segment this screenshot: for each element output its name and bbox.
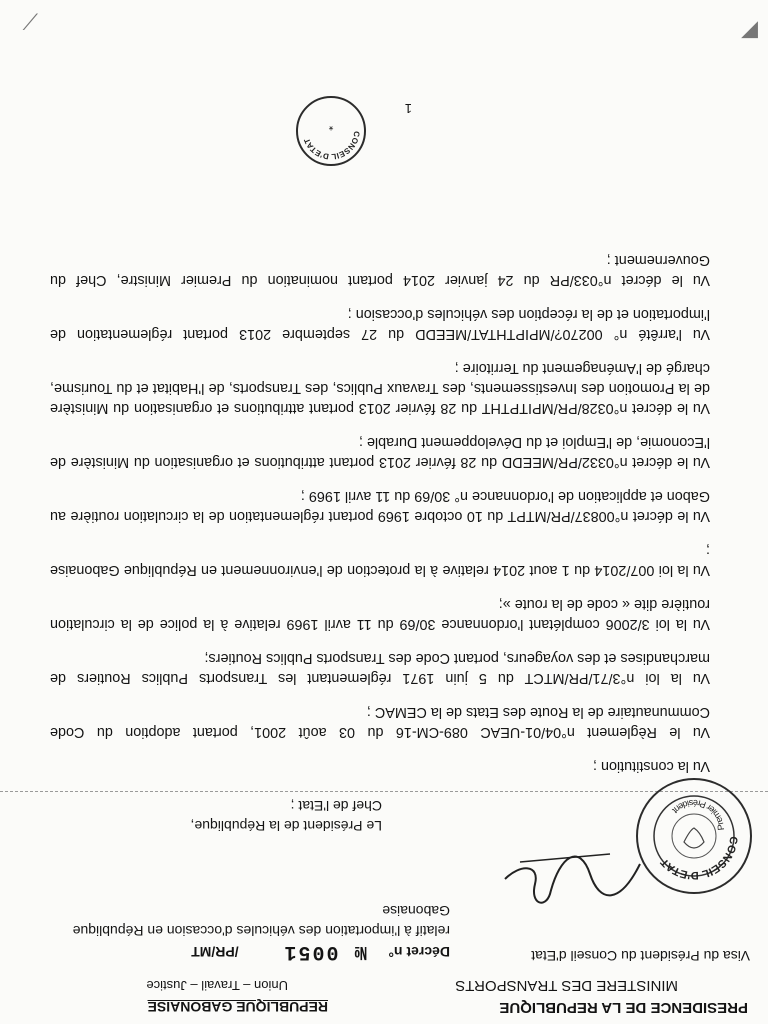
conseil-etat-small-stamp — [296, 96, 366, 166]
page-number: 1 — [404, 101, 412, 116]
header-left — [418, 974, 748, 1018]
ministere-title: MINISTERE DES TRANSPORTS — [455, 977, 678, 994]
conseil-etat-stamp — [636, 778, 752, 894]
president-block — [82, 796, 382, 836]
decret-number: № 0051 — [282, 940, 367, 963]
visa-paragraph: Vu l'arrêté n° 00270?/MPIPTHTAT/MEEDD du 27 septembre 2013 portant réglementation de l'importation et de la réception des véhicules d'occasion ; — [50, 306, 710, 342]
visa-paragraph: Vu la loi n°3/71/PR/MTCT du 5 juin 1971 réglementant les Transports Publics Routiers de marchandises et des voyageurs, portant Code des Transports Publics Routiers; — [50, 650, 710, 686]
svg-text:CONSEIL D'ETAT — [302, 131, 361, 161]
stamp-sub-text: Premier Président — [670, 797, 727, 831]
republique-title: REPUBLIQUE GABONAISE — [147, 999, 328, 1015]
visa-paragraph: Vu le Règlement n°04/01-UEAC 089-CM-16 du 03 août 2001, portant adoption du Code Communautaire de la Route des Etats de la CEMAC ; — [50, 704, 710, 740]
visa-paragraph: Vu le décret n°00837/PR/MTPT du 10 octobre 1969 portant réglementation de la circulation routière au Gabon et application de l'ordonnance n° 30/69 du 11 avril 1969 ; — [50, 488, 710, 524]
visa-paragraph: Vu la loi 007/2014 du 1 aout 2014 relative à la protection de l'environnement en République Gabonaise ; — [50, 542, 710, 578]
devise-text: Union – Travail – Justice — [146, 978, 288, 993]
svg-text:CONSEIL D'ETAT — [658, 836, 739, 881]
visa-paragraph: Vu la constitution ; — [592, 758, 710, 774]
stamp-seal-icon — [638, 780, 750, 892]
decret-label: Décret n° — [388, 944, 450, 960]
visa-paragraph: Vu le décret n°0328/PR/MPITPTHT du 28 février 2013 portant attributions et organisation du Ministère de la Promotion des Investissements, des Travaux Publics, des Transports, de l'Habitat et du Tourisme, chargé de l'Aménagement du Territoire ; — [50, 360, 710, 416]
visa-block — [500, 946, 750, 966]
visa-paragraph: Vu le décret n°0332/PR/MEEDD du 28 février 2013 portant attributions et organisation du Ministère de l'Economie, de l'Emploi et du Développement Durable ; — [50, 434, 710, 470]
visa-paragraph: Vu le décret n°033/PR du 24 janvier 2014 portant nomination du Premier Ministre, Chef du Gouvernement ; — [50, 252, 710, 288]
visa-paragraph: Vu la loi 3/2006 complétant l'ordonnance 30/69 du 11 avril 1969 relative à la police de la circulation routière dite « code de la route »; — [50, 596, 710, 632]
signature-icon — [500, 844, 650, 924]
decret-object: relatif à l'importation des véhicules d'occasion en République Gabonaise — [72, 903, 450, 939]
small-seal-icon — [298, 98, 364, 164]
header-right — [18, 974, 328, 1018]
corner-mark: ⟋ — [22, 9, 38, 34]
decret-heading — [50, 941, 450, 962]
presidence-title: PRESIDENCE DE LA REPUBLIQUE — [499, 999, 748, 1016]
visa-text: Visa du Président du Conseil d'Etat — [531, 948, 750, 964]
president-line-2: Chef de l'Etat ; — [290, 798, 382, 814]
decret-block — [50, 901, 450, 962]
svg-text:*: * — [328, 119, 334, 133]
president-line-1: Le Président de la République, — [190, 818, 382, 834]
stamp-arc-text: CONSEIL D'ETAT — [658, 835, 740, 882]
decret-code: /PR/MT — [191, 944, 239, 960]
decree-body — [50, 236, 710, 776]
corner-mark: ◤ — [741, 19, 758, 44]
small-stamp-text: CONSEIL D'ETAT — [302, 130, 362, 162]
